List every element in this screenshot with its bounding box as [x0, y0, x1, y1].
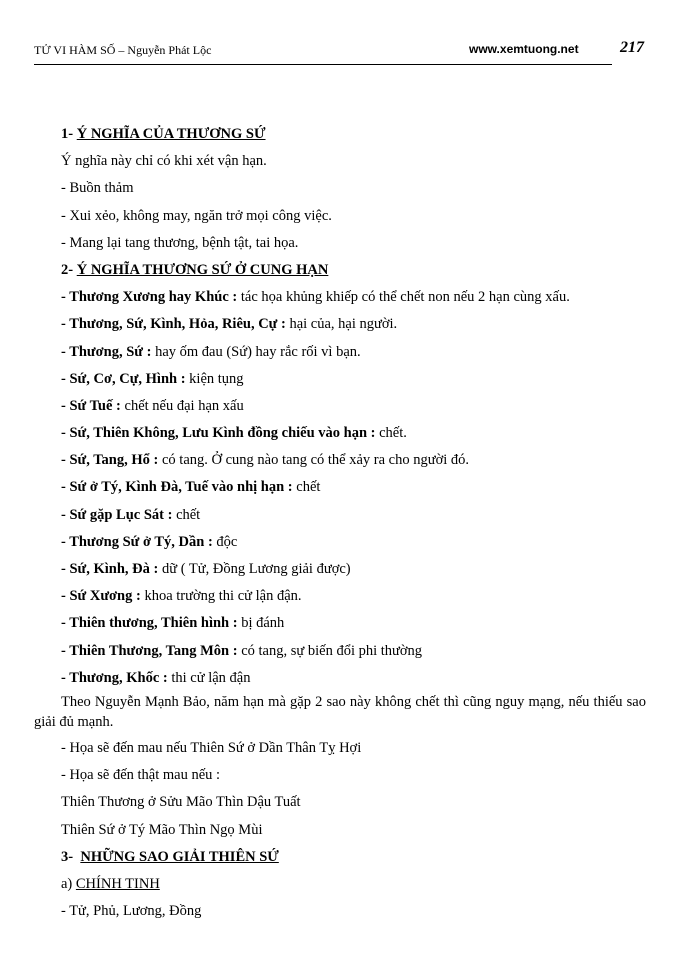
section-1-heading: 1- Ý NGHĨA CỦA THƯƠNG SỨ: [61, 126, 266, 142]
page-header: [34, 40, 646, 66]
text-line: - Xui xẻo, không may, ngăn trở mọi công việc.: [61, 207, 332, 224]
text-line: - Mang lại tang thương, bệnh tật, tai họa.: [61, 234, 299, 251]
list-item: - Sứ ở Tý, Kình Đà, Tuế vào nhị hạn : chết: [61, 479, 321, 496]
list-item: - Sứ, Cơ, Cự, Hình : kiện tụng: [61, 370, 244, 387]
text-line: - Tử, Phủ, Lương, Đồng: [61, 903, 202, 920]
list-item: - Sứ Tuế : chết nếu đại hạn xấu: [61, 397, 244, 414]
list-item: - Sứ, Kình, Đà : dữ ( Tử, Đồng Lương giải được): [61, 561, 351, 577]
list-item: - Sứ Xương : khoa trường thi cử lận đận.: [61, 588, 302, 605]
header-rule: [34, 64, 612, 65]
list-item: - Thương, Sứ, Kình, Hỏa, Riêu, Cự : hại của, hại người.: [61, 316, 398, 333]
text-line: Ý nghĩa này chỉ có khi xét vận hạn.: [61, 153, 267, 170]
list-item: - Thiên thương, Thiên hình : bị đánh: [61, 615, 285, 632]
sub-heading: a) CHÍNH TINH: [61, 875, 160, 892]
list-item: - Thương Sứ ở Tý, Dần : độc: [61, 533, 238, 550]
list-item: - Thương, Khốc : thi cử lận đận: [61, 669, 251, 686]
text-line: Thiên Sứ ở Tý Mão Thìn Ngọ Mùi: [61, 821, 263, 838]
page-content: [34, 121, 646, 925]
text-line: - Họa sẽ đến mau nếu Thiên Sứ ở Dần Thân Tỵ Hợi: [61, 739, 362, 756]
list-item: - Thương, Sứ : hay ốm đau (Sứ) hay rắc rối vì bạn.: [61, 343, 361, 360]
list-item: - Thiên Thương, Tang Môn : có tang, sự biến đổi phi thường: [61, 642, 423, 659]
text-line: Thiên Thương ở Sửu Mão Thìn Dậu Tuất: [61, 794, 301, 811]
page-number: 217: [620, 39, 644, 56]
section-2-heading: 2- Ý NGHĨA THƯƠNG SỨ Ở CUNG HẠN: [61, 261, 329, 278]
text-line: - Buồn thảm: [61, 180, 134, 197]
list-item: - Thương Xương hay Khúc : tác họa khủng khiếp có thể chết non nếu 2 hạn cùng xấu.: [61, 289, 570, 306]
book-title: TỬ VI HÀM SỐ – Nguyễn Phát Lộc: [34, 43, 212, 57]
website-link[interactable]: www.xemtuong.net: [469, 42, 579, 56]
section-3-heading: 3- NHỮNG SAO GIẢI THIÊN SỨ: [61, 848, 279, 865]
text-line: - Họa sẽ đến thật mau nếu :: [61, 767, 221, 784]
list-item: - Sứ, Thiên Không, Lưu Kình đồng chiếu vào hạn : chết.: [61, 425, 407, 442]
list-item: - Sứ gặp Lục Sát : chết: [61, 506, 201, 523]
paragraph: Theo Nguyễn Mạnh Bảo, năm hạn mà gặp 2 sao này không chết thì cũng nguy mạng, nếu thiếu sao giải đủ mạnh.: [34, 693, 646, 730]
list-item: - Sứ, Tang, Hổ : có tang. Ở cung nào tang có thể xảy ra cho người đó.: [61, 452, 470, 469]
